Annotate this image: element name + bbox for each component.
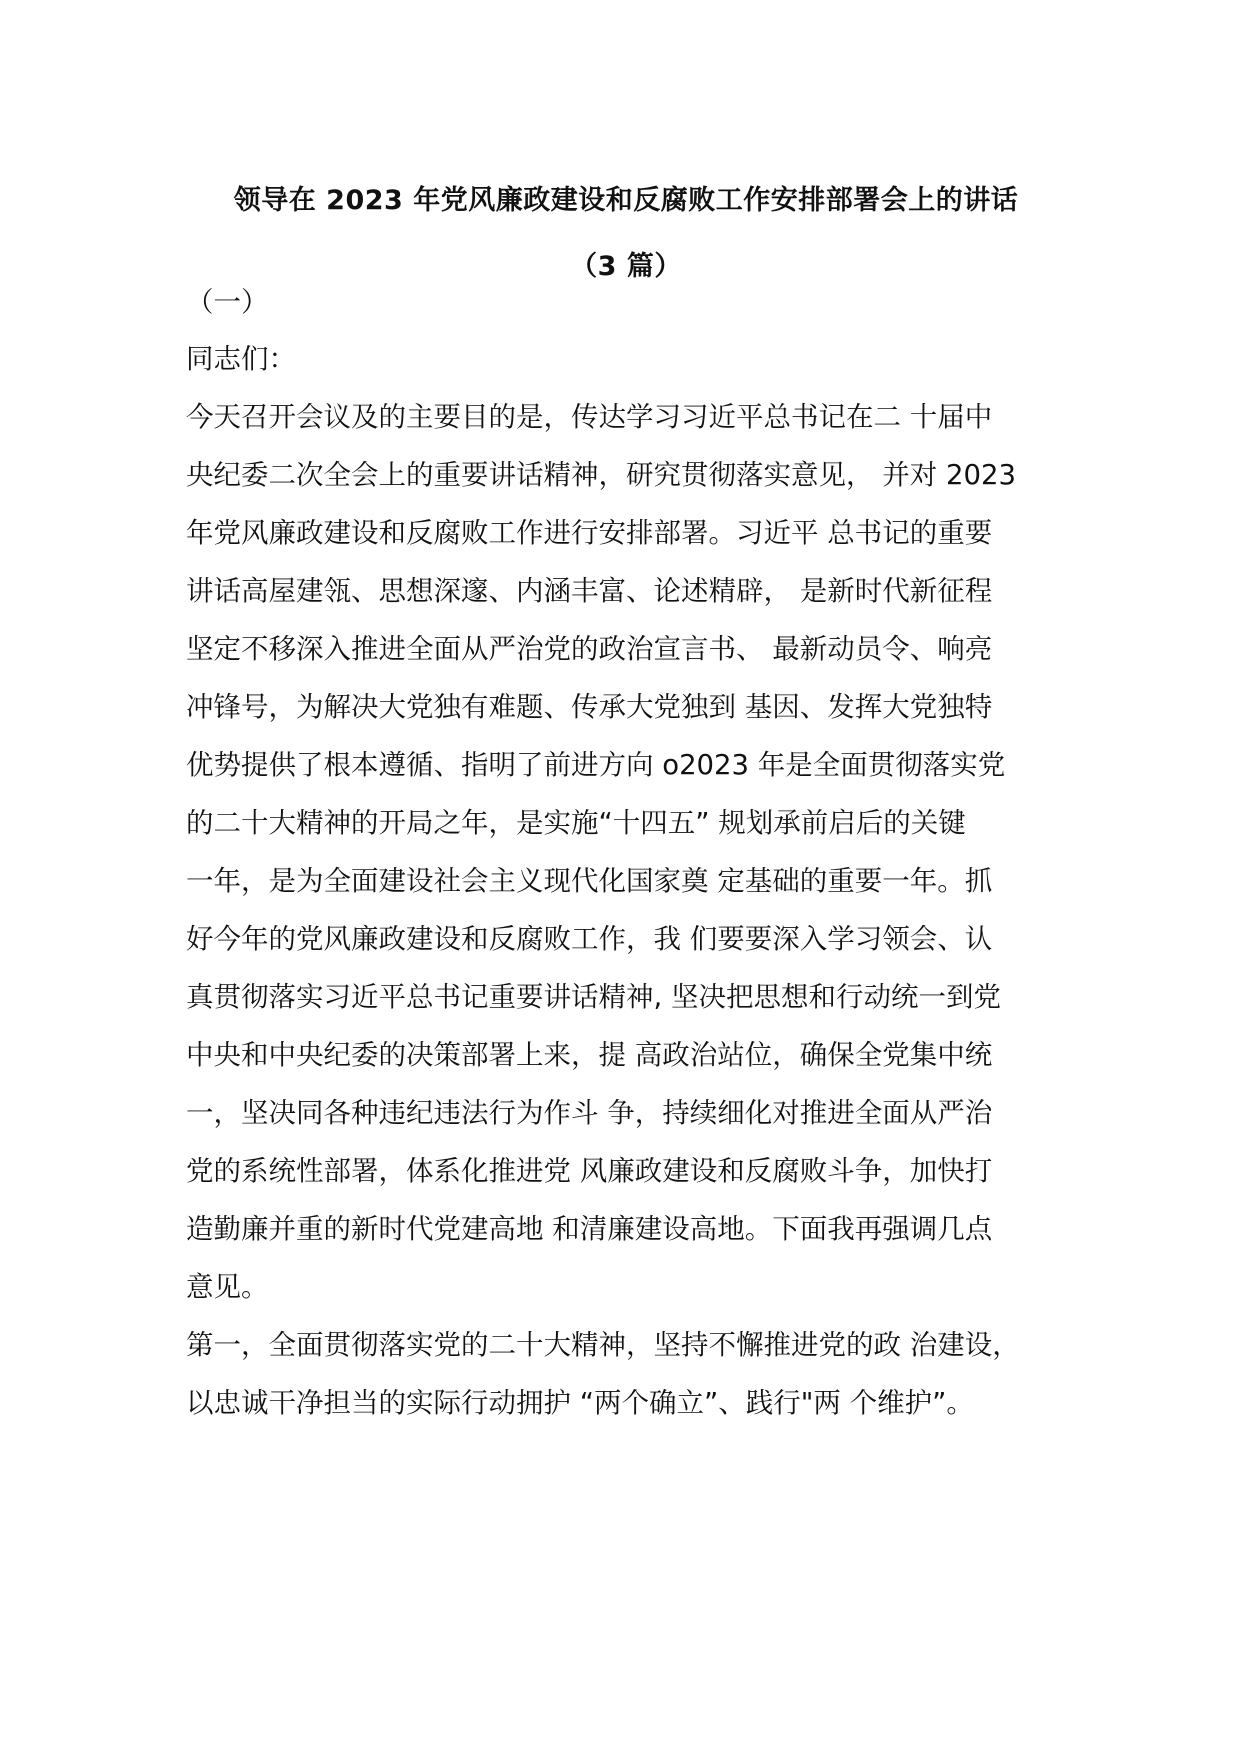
salutation: 同志们： — [186, 343, 296, 375]
body-line: 冲锋号，为解决大党独有难题、传承大党独到 基因、发挥大党独特 — [186, 691, 993, 723]
body-line: 的二十大精神的开局之年，是实施“十四五” 规划承前启后的关键 — [186, 807, 966, 839]
body-line: 年党风廉政建设和反腐败工作进行安排部署。习近平 总书记的重要 — [186, 517, 993, 549]
body-line: 党的系统性部署，体系化推进党 风廉政建设和反腐败斗争，加快打 — [186, 1155, 993, 1187]
body-line: 意见。 — [186, 1271, 269, 1303]
body-line: 真贯彻落实习近平总书记重要讲话精神, 坚决把思想和行动统一到党 — [186, 981, 1001, 1013]
body-line: 优势提供了根本遵循、指明了前进方向 o2023 年是全面贯彻落实党 — [186, 749, 1006, 781]
body-line: 坚定不移深入推进全面从严治党的政治宣言书、 最新动员令、响亮 — [186, 633, 993, 665]
body-line: 一年，是为全面建设社会主义现代化国家奠 定基础的重要一年。抓 — [186, 865, 993, 897]
body-line: 今天召开会议及的主要目的是，传达学习习近平总书记在二 十届中 — [186, 401, 993, 433]
body-line: 讲话高屋建瓴、思想深邃、内涵丰富、论述精辟， 是新时代新征程 — [186, 575, 993, 607]
document-subtitle: （3 篇） — [570, 251, 682, 282]
body-line: 第一，全面贯彻落实党的二十大精神，坚持不懈推进党的政 治建设， — [186, 1329, 1020, 1361]
body-line: 央纪委二次全会上的重要讲话精神，研究贯彻落实意见， 并对 2023 — [186, 459, 1016, 491]
body-line: 好今年的党风廉政建设和反腐败工作，我 们要要深入学习领会、认 — [186, 923, 993, 955]
document-title: 领导在 2023 年党风廉政建设和反腐败工作安排部署会上的讲话 — [233, 185, 1019, 216]
section-marker: （一） — [186, 286, 269, 318]
body-line: 中央和中央纪委的决策部署上来，提 高政治站位，确保全党集中统 — [186, 1039, 993, 1071]
body-line: 一，坚决同各种违纪违法行为作斗 争，持续细化对推进全面从严治 — [186, 1097, 993, 1129]
body-line: 以忠诚干净担当的实际行动拥护 “两个确立”、践行"两 个维护”。 — [186, 1387, 974, 1419]
body-line: 造勤廉并重的新时代党建高地 和清廉建设高地。下面我再强调几点 — [186, 1213, 993, 1245]
